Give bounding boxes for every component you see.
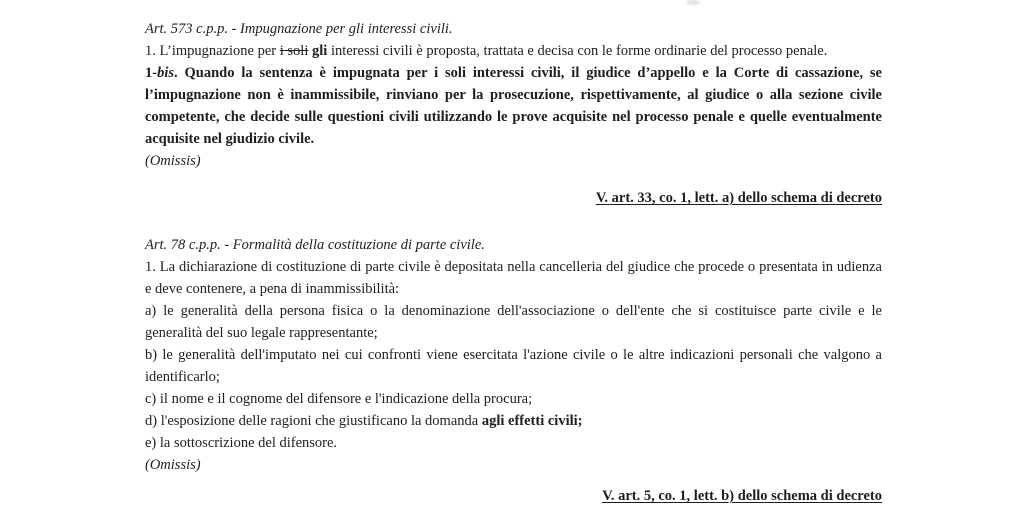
article-573-section bbox=[145, 18, 882, 209]
article-78-comma-1: 1. La dichiarazione di costituzione di parte civile è depositata nella cancelleria del giudice che procede o presentata in udienza e deve contenere, a pena di inammissibilità: bbox=[145, 259, 882, 297]
article-78-item-c: c) il nome e il cognome del difensore e l'indicazione della procura; bbox=[145, 391, 533, 407]
document-text-block bbox=[145, 18, 882, 507]
item-d-text-pre: d) l'esposizione delle ragioni che giustificano la domanda bbox=[145, 413, 482, 429]
decree-reference-2-text: V. art. 5, co. 1, lett. b) dello schema di decreto bbox=[602, 488, 882, 504]
comma1bis-body: . Quando la sentenza è impugnata per i soli interessi civili, il giudice d’appello e la Corte di cassazione, se l’impugnazione non è inammissibile, rinviano per la prosecuzione, rispettivamente, al giudice o alla sezione civile competente, che decide sulle questioni civili utilizzando le prove acquisite nel processo penale e quelle eventualmente acquisite nel giudizio civile. bbox=[145, 65, 882, 147]
comma1-text-pre: 1. L’impugnazione per bbox=[145, 43, 280, 59]
article-573-comma-1 bbox=[145, 40, 882, 62]
comma1-text-post: interessi civili è proposta, trattata e decisa con le forme ordinarie del processo penale. bbox=[327, 43, 828, 59]
article-573-comma-1bis bbox=[145, 62, 882, 150]
article-78-item-e: e) la sottoscrizione del difensore. bbox=[145, 435, 338, 451]
comma1bis-number-bis: bis bbox=[157, 65, 175, 81]
scan-artifact bbox=[686, 0, 700, 5]
omissis-note-1: (Omissis) bbox=[145, 153, 201, 169]
article-78-section bbox=[145, 234, 882, 507]
comma1-inserted-text: gli bbox=[308, 43, 328, 59]
omissis-note-2: (Omissis) bbox=[145, 457, 201, 473]
decree-reference-1-text: V. art. 33, co. 1, lett. a) dello schema di decreto bbox=[595, 190, 882, 206]
comma1bis-number: 1- bbox=[145, 65, 158, 81]
article-78-item-a: a) le generalità della persona fisica o la denominazione dell'associazione o dell'ente che si costituisce parte civile e le generalità del suo legale rappresentante; bbox=[145, 303, 882, 341]
article-78-item-b: b) le generalità dell'imputato nei cui confronti viene esercitata l'azione civile o le altre indicazioni personali che valgono a identificarlo; bbox=[145, 347, 882, 385]
decree-reference-2 bbox=[145, 485, 882, 507]
article-573-heading: Art. 573 c.p.p. - Impugnazione per gli interessi civili. bbox=[145, 21, 453, 37]
item-d-bold-text: agli effetti civili; bbox=[481, 413, 583, 429]
decree-reference-1 bbox=[145, 187, 882, 209]
article-78-heading: Art. 78 c.p.p. - Formalità della costituzione di parte civile. bbox=[145, 237, 485, 253]
article-78-item-d bbox=[145, 410, 882, 432]
comma1-struck-text: i soli bbox=[279, 43, 309, 59]
